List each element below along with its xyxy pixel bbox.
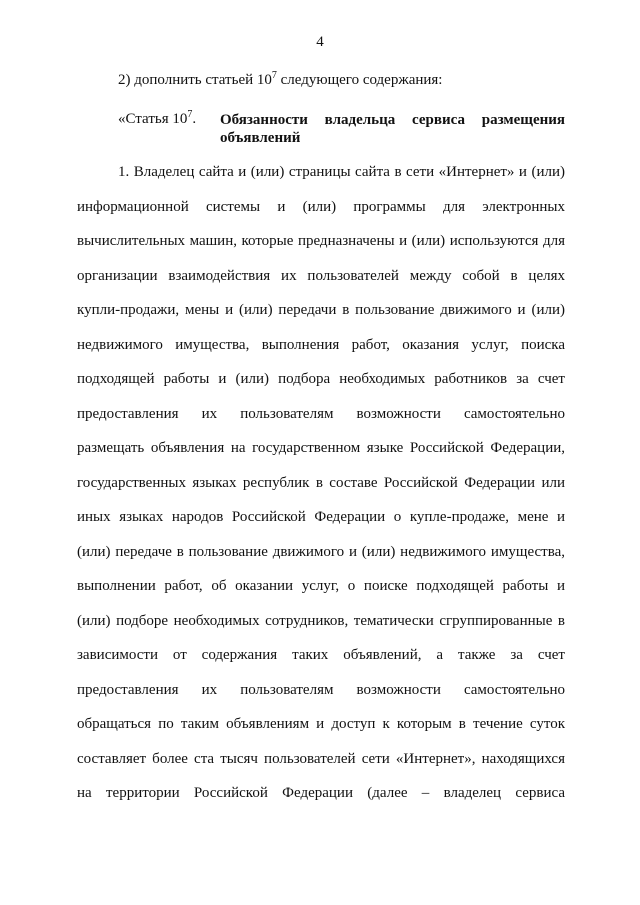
article-label-text: «Статья 10 xyxy=(118,111,188,127)
body-line: составляет более ста тысяч пользователей сети «Интернет», находящихся xyxy=(77,751,565,767)
article-title: Обязанности владельца сервиса размещения объявлений xyxy=(220,112,565,146)
body-line: организации взаимодействия их пользователей между собой в целях xyxy=(77,268,565,284)
article-label-superscript: 7 xyxy=(187,109,193,120)
body-line: иных языках народов Российской Федерации о купле-продаже, мене и xyxy=(77,509,565,525)
body-line: (или) подборе необходимых сотрудников, тематически сгруппированные в xyxy=(77,613,565,629)
page-number: 4 xyxy=(316,34,324,50)
body-line: выполнении работ, об оказании услуг, о поиске подходящей работы и xyxy=(77,578,565,594)
body-line: (или) передаче в пользование движимого и (или) недвижимого имущества, xyxy=(77,544,565,560)
body-line: размещать объявления на государственном языке Российской Федерации, xyxy=(77,440,565,456)
article-label xyxy=(118,111,196,128)
amendment-superscript: 7 xyxy=(271,70,277,81)
body-line: 1. Владелец сайта и (или) страницы сайта в сети «Интернет» и (или) xyxy=(118,164,565,180)
amendment-text-after: следующего содержания: xyxy=(276,72,443,88)
body-line: предоставления их пользователям возможности самостоятельно xyxy=(77,682,565,698)
body-line: государственных языках республик в составе Российской Федерации или xyxy=(77,475,565,491)
body-line: вычислительных машин, которые предназначены и (или) используются для xyxy=(77,233,565,249)
body-line: купли-продажи, мены и (или) передачи в пользование движимого и (или) xyxy=(77,302,565,318)
amendment-line xyxy=(118,72,442,89)
body-line: предоставления их пользователям возможности самостоятельно xyxy=(77,406,565,422)
body-line: на территории Российской Федерации (далее – владелец сервиса xyxy=(77,785,565,801)
body-line: недвижимого имущества, выполнения работ, оказания услуг, поиска xyxy=(77,337,565,353)
article-label-period: . xyxy=(192,111,197,127)
body-line: обращаться по таким объявлениям и доступ к которым в течение суток xyxy=(77,716,565,732)
body-line: информационной системы и (или) программы для электронных xyxy=(77,199,565,215)
body-line: зависимости от содержания таких объявлений, а также за счет xyxy=(77,647,565,663)
body-line: подходящей работы и (или) подбора необходимых работников за счет xyxy=(77,371,565,387)
amendment-text: 2) дополнить статьей 10 xyxy=(118,72,272,88)
